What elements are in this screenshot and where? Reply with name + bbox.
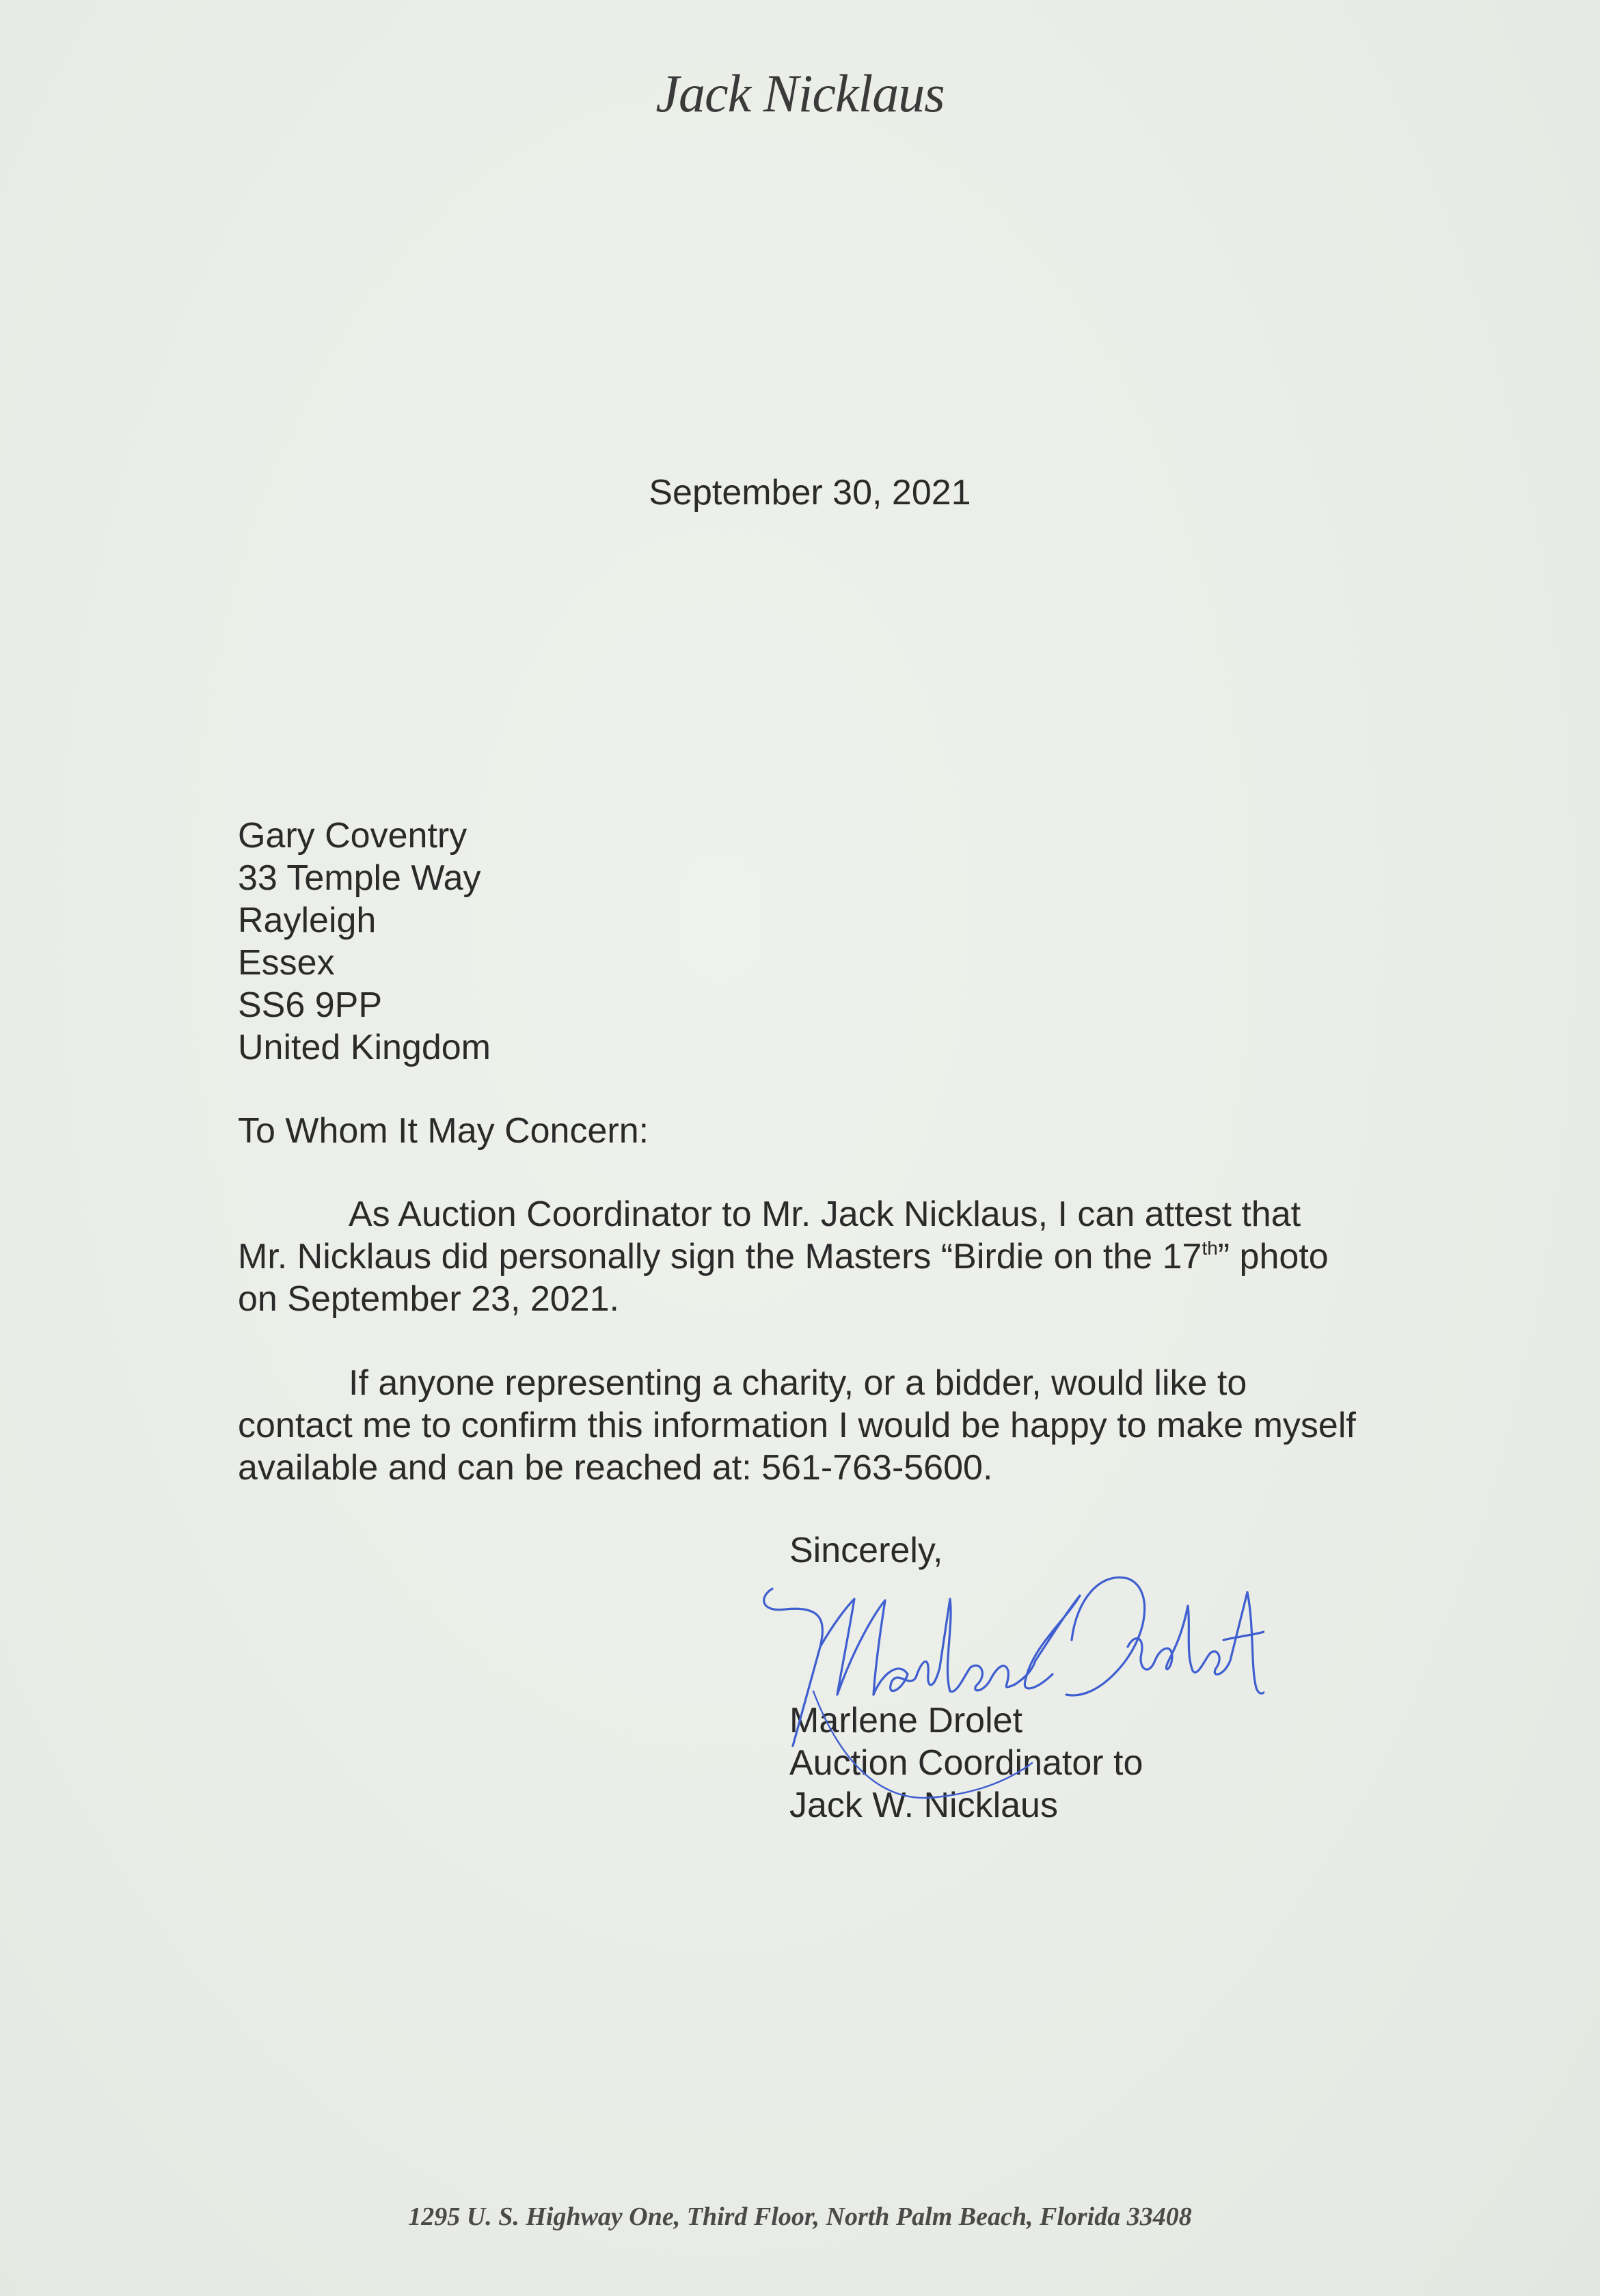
letter-date: September 30, 2021 [649,473,971,512]
signer-title-line-2: Jack W. Nicklaus [789,1786,1058,1825]
body-paragraph-2 [238,1362,1413,1489]
paragraph-1-line-2-end: ” photo [1217,1237,1329,1276]
recipient-address [238,815,491,1069]
signer-title-line-1: Auction Coordinator to [789,1743,1143,1783]
salutation: To Whom It May Concern: [238,1111,649,1151]
recipient-country: United Kingdom [238,1028,491,1067]
footer-address: 1295 U. S. Highway One, Third Floor, North Palm Beach, Florida 33408 [408,2202,1192,2231]
recipient-town: Rayleigh [238,901,377,940]
recipient-street: 33 Temple Way [238,858,481,898]
paragraph-2-line-1: If anyone representing a charity, or a bidder, would like to [349,1363,1247,1403]
ordinal-superscript: th [1202,1238,1218,1259]
signer-name: Marlene Drolet [789,1701,1023,1740]
letterhead-title: Jack Nicklaus [655,64,945,123]
paragraph-1-line-3: on September 23, 2021. [238,1279,619,1319]
handwritten-signature [745,1558,1264,1872]
paragraph-1-line-1: As Auction Coordinator to Mr. Jack Nicklaus, I can attest that [349,1194,1301,1234]
recipient-postcode: SS6 9PP [238,985,383,1025]
body-paragraph-1 [238,1193,1413,1320]
paragraph-1-line-2-start: Mr. Nicklaus did personally sign the Masters “Birdie on the 17 [238,1237,1202,1276]
recipient-county: Essex [238,943,335,983]
recipient-name: Gary Coventry [238,816,467,856]
paragraph-2-line-2: contact me to confirm this information I would be happy to make myself [238,1406,1356,1445]
closing-line: Sincerely, [789,1531,943,1570]
paragraph-2-line-3: available and can be reached at: 561-763-5600. [238,1448,993,1488]
paragraph-1-line-2 [238,1235,1413,1278]
